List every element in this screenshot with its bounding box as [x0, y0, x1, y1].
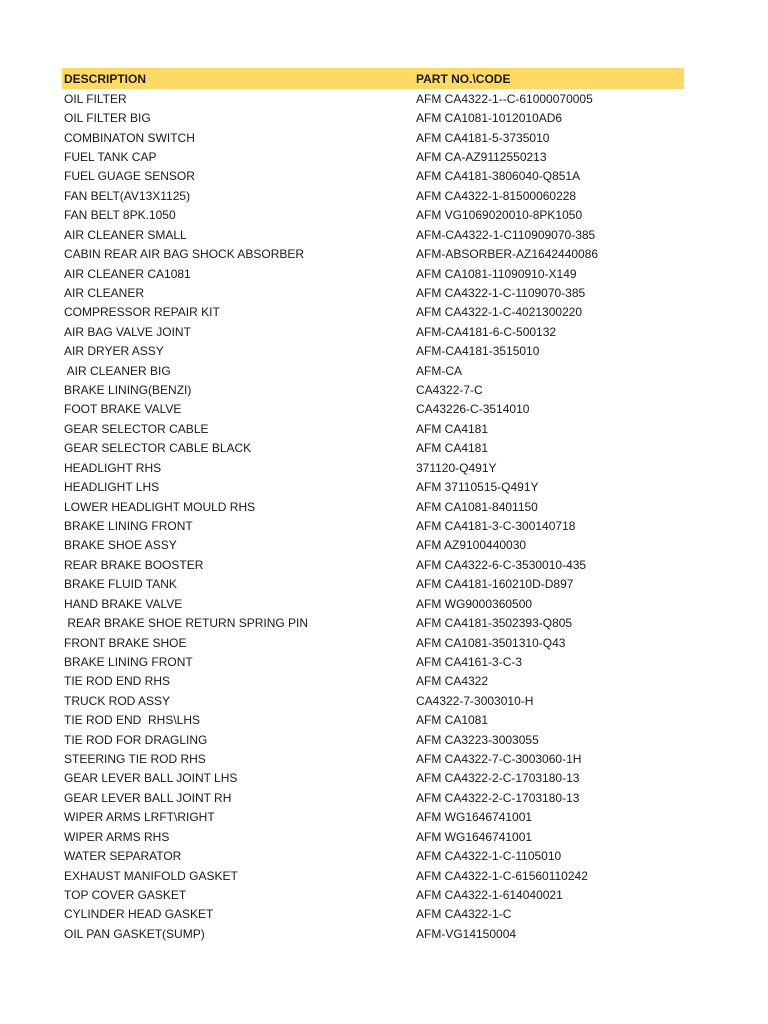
- table-row: [62, 244, 684, 263]
- table-row: [62, 497, 684, 516]
- table-row: [62, 652, 684, 671]
- cell-part-code: AFM WG1646741001: [416, 810, 533, 825]
- cell-part-code: AFM CA4181-3-C-300140718: [416, 518, 576, 533]
- cell-part-code: AFM CA4181-5-3735010: [416, 130, 550, 145]
- table-row: [62, 380, 684, 399]
- cell-part-code: AFM CA4322-1-C-1109070-385: [416, 285, 586, 300]
- table-row: [62, 186, 684, 205]
- cell-description: BRAKE LINING FRONT: [64, 654, 193, 669]
- table-row: [62, 108, 684, 127]
- cell-part-code: AFM CA4322-2-C-1703180-13: [416, 790, 580, 805]
- cell-description: COMPRESSOR REPAIR KIT: [64, 305, 220, 320]
- cell-part-code: AFM CA4322-1-81500060228: [416, 188, 577, 203]
- table-row: [62, 594, 684, 613]
- table-row: [62, 225, 684, 244]
- cell-part-code: 371120-Q491Y: [416, 460, 497, 475]
- cell-part-code: AFM CA-AZ9112550213: [416, 149, 547, 164]
- table-row: [62, 846, 684, 865]
- cell-description: REAR BRAKE BOOSTER: [64, 557, 204, 572]
- cell-part-code: AFM VG1069020010-8PK1050: [416, 208, 583, 223]
- table-row: [62, 167, 684, 186]
- cell-description: HAND BRAKE VALVE: [64, 596, 183, 611]
- cell-part-code: AFM CA1081-11090910-X149: [416, 266, 577, 281]
- cell-description: LOWER HEADLIGHT MOULD RHS: [64, 499, 256, 514]
- cell-description: FUEL GUAGE SENSOR: [64, 169, 195, 184]
- cell-description: OIL PAN GASKET(SUMP): [64, 926, 205, 941]
- table-row: [62, 419, 684, 438]
- table-row: [62, 361, 684, 380]
- cell-description: FAN BELT(AV13X1125): [64, 188, 191, 203]
- cell-part-code: AFM CA1081-8401150: [416, 499, 538, 514]
- table-row: [62, 827, 684, 846]
- cell-part-code: AFM CA4322-1--C-61000070005: [416, 91, 593, 106]
- cell-description: GEAR LEVER BALL JOINT RH: [64, 790, 232, 805]
- table-row: [62, 400, 684, 419]
- table-row: [62, 477, 684, 496]
- cell-part-code: AFM CA4322-7-C-3003060-1H: [416, 752, 582, 767]
- table-row: [62, 672, 684, 691]
- table-row: [62, 808, 684, 827]
- cell-description: BRAKE LINING FRONT: [64, 518, 193, 533]
- cell-description: AIR CLEANER BIG: [64, 363, 171, 378]
- cell-description: WIPER ARMS LRFT\RIGHT: [64, 810, 215, 825]
- cell-description: BRAKE SHOE ASSY: [64, 538, 177, 553]
- table-header: [62, 68, 684, 89]
- cell-part-code: AFM CA1081: [416, 713, 489, 728]
- cell-description: TOP COVER GASKET: [64, 888, 187, 902]
- cell-part-code: AFM AZ9100440030: [416, 538, 527, 553]
- cell-part-code: AFM CA3223-3003055: [416, 732, 539, 747]
- cell-part-code: AFM CA4322: [416, 674, 489, 689]
- cell-part-code: AFM CA4322-1-C-61560110242: [416, 868, 588, 883]
- cell-description: FAN BELT 8PK.1050: [64, 208, 176, 223]
- cell-description: TIE ROD END RHS\LHS: [64, 713, 201, 728]
- cell-description: OIL FILTER: [64, 91, 127, 106]
- table-row: [62, 128, 684, 147]
- cell-part-code: AFM CA4161-3-C-3: [416, 654, 523, 669]
- cell-part-code: AFM CA4181: [416, 441, 489, 456]
- cell-description: CABIN REAR AIR BAG SHOCK ABSORBER: [64, 247, 305, 262]
- cell-description: BRAKE FLUID TANK: [64, 577, 177, 592]
- cell-description: BRAKE LINING(BENZI): [64, 383, 192, 398]
- cell-description: GEAR LEVER BALL JOINT LHS: [64, 771, 238, 786]
- cell-part-code: CA4322-7-C: [416, 383, 483, 398]
- parts-table: [62, 68, 684, 944]
- table-row: [62, 924, 684, 943]
- cell-description: AIR CLEANER CA1081: [64, 266, 191, 281]
- cell-part-code: AFM CA4322-1-614040021: [416, 888, 563, 902]
- cell-description: AIR CLEANER SMALL: [64, 227, 187, 242]
- cell-description: FUEL TANK CAP: [64, 149, 157, 164]
- cell-part-code: AFM-VG14150004: [416, 926, 517, 941]
- cell-description: OIL FILTER BIG: [64, 111, 151, 126]
- cell-part-code: AFM CA4322-2-C-1703180-13: [416, 771, 580, 786]
- cell-description: AIR BAG VALVE JOINT: [64, 324, 191, 339]
- table-row: [62, 691, 684, 710]
- cell-description: TRUCK ROD ASSY: [64, 693, 171, 708]
- cell-part-code: AFM CA1081-1012010AD6: [416, 111, 563, 126]
- cell-part-code: AFM CA4322-1-C-1105010: [416, 849, 562, 864]
- table-row: [62, 341, 684, 360]
- cell-part-code: AFM CA4181-3502393-Q805: [416, 616, 573, 631]
- table-row: [62, 555, 684, 574]
- table-row: [62, 322, 684, 341]
- cell-part-code: CA4322-7-3003010-H: [416, 693, 534, 708]
- cell-part-code: AFM WG9000360500: [416, 596, 533, 611]
- cell-part-code: AFM-CA4181-6-C-500132: [416, 324, 557, 339]
- cell-description: CYLINDER HEAD GASKET: [64, 907, 214, 922]
- table-row: [62, 439, 684, 458]
- cell-description: TIE ROD END RHS: [64, 674, 171, 689]
- table-row: [62, 633, 684, 652]
- cell-part-code: AFM-ABSORBER-AZ1642440086: [416, 247, 599, 262]
- table-body: [62, 89, 684, 944]
- table-row: [62, 458, 684, 477]
- cell-part-code: AFM CA1081-3501310-Q43: [416, 635, 566, 650]
- cell-description: HEADLIGHT LHS: [64, 480, 160, 495]
- table-row: [62, 885, 684, 904]
- cell-description: AIR CLEANER: [64, 285, 145, 300]
- cell-description: FRONT BRAKE SHOE: [64, 635, 187, 650]
- table-row: [62, 303, 684, 322]
- table-row: [62, 749, 684, 768]
- table-row: [62, 575, 684, 594]
- table-row: [62, 788, 684, 807]
- table-row: [62, 536, 684, 555]
- table-row: [62, 206, 684, 225]
- table-row: [62, 613, 684, 632]
- table-row: [62, 730, 684, 749]
- table-row: [62, 516, 684, 535]
- cell-part-code: AFM-CA4181-3515010: [416, 344, 540, 359]
- cell-part-code: AFM-CA: [416, 363, 462, 378]
- table-row: [62, 711, 684, 730]
- cell-part-code: AFM CA4322-1-C: [416, 907, 512, 922]
- cell-description: WATER SEPARATOR: [64, 849, 182, 864]
- cell-part-code: AFM CA4181: [416, 421, 489, 436]
- table-row: [62, 89, 684, 108]
- cell-part-code: AFM CA4322-6-C-3530010-435: [416, 557, 587, 572]
- cell-part-code: CA43226-C-3514010: [416, 402, 530, 417]
- cell-part-code: AFM CA4322-1-C-4021300220: [416, 305, 583, 320]
- cell-description: GEAR SELECTOR CABLE: [64, 421, 209, 436]
- table-row: [62, 283, 684, 302]
- table-row: [62, 769, 684, 788]
- cell-description: TIE ROD FOR DRAGLING: [64, 732, 208, 747]
- cell-part-code: AFM CA4181-160210D-D897: [416, 577, 574, 592]
- cell-description: REAR BRAKE SHOE RETURN SPRING PIN: [64, 616, 309, 631]
- cell-description: HEADLIGHT RHS: [64, 460, 162, 475]
- table-row: [62, 866, 684, 885]
- table-row: [62, 264, 684, 283]
- table-row: [62, 147, 684, 166]
- cell-description: AIR DRYER ASSY: [64, 344, 164, 359]
- cell-description: WIPER ARMS RHS: [64, 829, 170, 844]
- cell-description: COMBINATON SWITCH: [64, 130, 195, 145]
- cell-description: GEAR SELECTOR CABLE BLACK: [64, 441, 252, 456]
- cell-part-code: AFM-CA4322-1-C110909070-385: [416, 227, 596, 242]
- header-description: DESCRIPTION: [64, 71, 147, 86]
- cell-part-code: AFM WG1646741001: [416, 829, 533, 844]
- header-part-code: PART NO.\CODE: [416, 71, 511, 86]
- cell-part-code: AFM CA4181-3806040-Q851A: [416, 169, 581, 184]
- table-row: [62, 905, 684, 924]
- cell-description: EXHAUST MANIFOLD GASKET: [64, 868, 238, 883]
- cell-description: STEERING TIE ROD RHS: [64, 752, 206, 767]
- cell-part-code: AFM 37110515-Q491Y: [416, 480, 539, 495]
- cell-description: FOOT BRAKE VALVE: [64, 402, 182, 417]
